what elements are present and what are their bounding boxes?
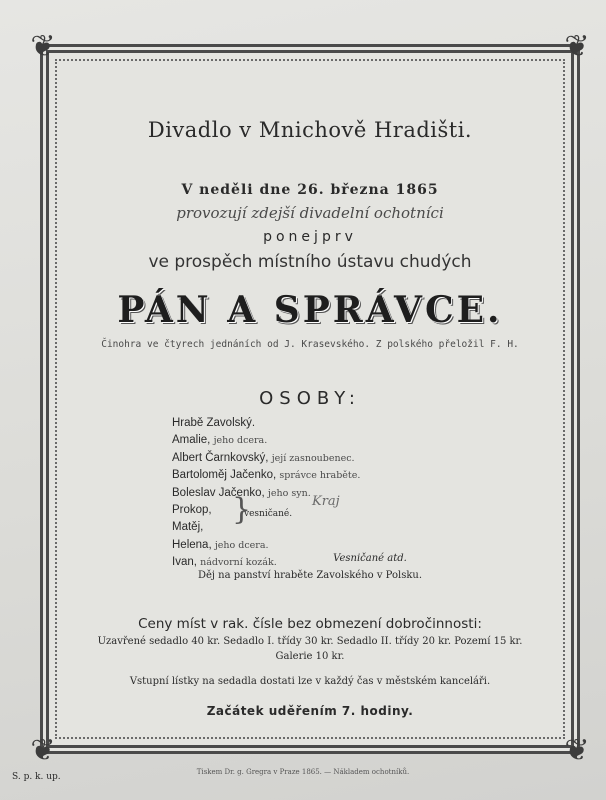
prices-line-2: Galerie 10 kr. xyxy=(275,651,345,662)
corner-ornament-icon: ❦ xyxy=(564,29,590,64)
cast-row xyxy=(172,417,532,434)
prices-line-1: Uzavřené sedadlo 40 kr. Sedadlo I. třídy 30 kr. Sedadlo II. třídy 20 kr. Pozemí 15 kr. xyxy=(97,636,523,647)
cast-desc: její zasnoubenec. xyxy=(271,452,355,464)
poster-content xyxy=(40,44,580,754)
handwritten-note: Kraj xyxy=(312,494,340,509)
cast-heading: OSOBY: xyxy=(259,388,361,409)
cast-desc: jeho dcera. xyxy=(214,539,269,551)
cast-name: Amalie, xyxy=(172,434,211,447)
cast-row xyxy=(172,434,532,451)
cast-row xyxy=(172,504,532,521)
cast-name: Prokop, xyxy=(172,503,212,516)
cast-desc: jeho dcera. xyxy=(213,435,268,447)
cast-list xyxy=(172,417,532,574)
cast-name: Albert Čarnkovský, xyxy=(172,451,269,464)
cast-row xyxy=(172,469,532,486)
cast-row xyxy=(172,452,532,469)
footnote-left: S. p. k. up. xyxy=(12,772,61,782)
scene-note: Děj na panství hraběte Zavolského v Polsku. xyxy=(197,570,423,581)
corner-ornament-icon: ❦ xyxy=(30,29,56,64)
cast-name: Hrabě Zavolský. xyxy=(172,417,256,429)
corner-ornament-icon: ❦ xyxy=(564,733,590,768)
villagers-note: Vesničané atd. xyxy=(333,553,407,564)
cast-desc: nádvorní kozák. xyxy=(200,557,277,569)
play-subtitle: Činohra ve čtyrech jednáních od J. Krasevského. Z polského přeložil F. H. xyxy=(101,339,519,350)
start-time: Začátek uděřením 7. hodiny. xyxy=(206,704,414,718)
cast-name: Matěj, xyxy=(172,521,204,534)
performance-date: V neděli dne 26. března 1865 xyxy=(181,182,439,198)
cast-row xyxy=(172,487,532,504)
corner-ornament-icon: ❦ xyxy=(30,733,56,768)
prices-heading: Ceny míst v rak. čísle bez obmezení dobročinnosti: xyxy=(138,616,482,632)
printer-imprint: Tiskem Dr. g. Gregra v Praze 1865. — Nákladem ochotníků. xyxy=(196,768,410,776)
brace-note: vesničané. xyxy=(244,509,293,519)
benefit-line: ve prospěch místního ústavu chudých xyxy=(148,252,472,272)
cast-desc: správce hraběte. xyxy=(279,470,361,482)
cast-name: Ivan, xyxy=(172,556,197,569)
tickets-note: Vstupní lístky na sedadla dostati lze v každý čas v městském kanceláři. xyxy=(129,676,491,687)
performers-line: provozují zdejší divadelní ochotníci xyxy=(176,204,444,222)
premiere-line: ponejprv xyxy=(263,229,357,245)
cast-name: Bartoloměj Jačenko, xyxy=(172,469,277,482)
play-title: PÁN A SPRÁVCE. xyxy=(117,289,503,331)
brace-icon: } xyxy=(232,492,252,527)
cast-desc: jeho syn. xyxy=(267,487,311,499)
cast-row xyxy=(172,521,532,538)
theatre-title: Divadlo v Mnichově Hradišti. xyxy=(147,118,473,142)
cast-name: Helena, xyxy=(172,538,212,551)
cast-name: Boleslav Jačenko, xyxy=(172,486,265,499)
